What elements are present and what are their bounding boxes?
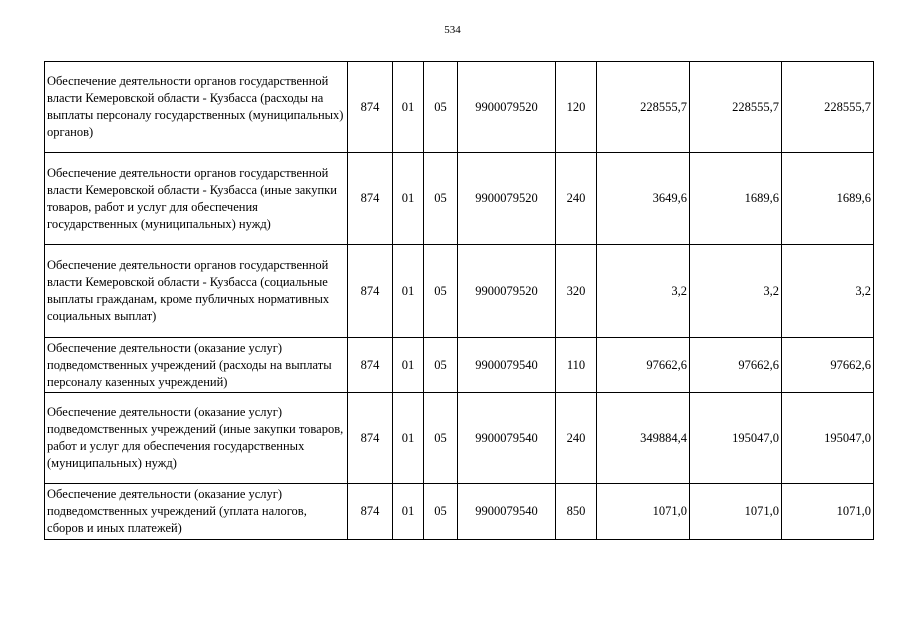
- table-row: [45, 484, 874, 540]
- expense-name-cell: Обеспечение деятельности (оказание услуг) подведомственных учреждений (иные закупки товаров, работ и услуг для обеспечения государственных (муниципальных) нужд): [45, 393, 348, 484]
- target-article-cell: 9900079520: [458, 153, 556, 245]
- section-code-cell: 01: [393, 338, 424, 393]
- page-number: 534: [444, 24, 461, 36]
- sum-3-cell: 195047,0: [782, 393, 874, 484]
- target-article-cell: 9900079520: [458, 62, 556, 153]
- ministry-code-cell: 874: [348, 62, 393, 153]
- ministry-code-cell: 874: [348, 153, 393, 245]
- target-article-cell: 9900079540: [458, 393, 556, 484]
- sum-1-cell: 97662,6: [597, 338, 690, 393]
- expense-name-cell: Обеспечение деятельности (оказание услуг) подведомственных учреждений (расходы на выплаты персоналу казенных учреждений): [45, 338, 348, 393]
- subsection-code-cell: 05: [424, 153, 458, 245]
- sum-2-cell: 1071,0: [690, 484, 782, 540]
- sum-2-cell: 228555,7: [690, 62, 782, 153]
- section-code-cell: 01: [393, 245, 424, 338]
- target-article-cell: 9900079520: [458, 245, 556, 338]
- section-code-cell: 01: [393, 153, 424, 245]
- sum-1-cell: 3,2: [597, 245, 690, 338]
- sum-1-cell: 3649,6: [597, 153, 690, 245]
- sum-1-cell: 349884,4: [597, 393, 690, 484]
- table-row: [45, 245, 874, 338]
- table-row: [45, 393, 874, 484]
- expense-name-cell: Обеспечение деятельности (оказание услуг) подведомственных учреждений (уплата налогов, сборов и иных платежей): [45, 484, 348, 540]
- ministry-code-cell: 874: [348, 338, 393, 393]
- budget-table: [44, 61, 874, 540]
- sum-3-cell: 228555,7: [782, 62, 874, 153]
- table-row: [45, 338, 874, 393]
- subsection-code-cell: 05: [424, 62, 458, 153]
- expense-type-cell: 240: [556, 153, 597, 245]
- sum-1-cell: 228555,7: [597, 62, 690, 153]
- expense-type-cell: 110: [556, 338, 597, 393]
- sum-3-cell: 97662,6: [782, 338, 874, 393]
- table-row: [45, 153, 874, 245]
- section-code-cell: 01: [393, 484, 424, 540]
- subsection-code-cell: 05: [424, 393, 458, 484]
- subsection-code-cell: 05: [424, 484, 458, 540]
- sum-2-cell: 195047,0: [690, 393, 782, 484]
- sum-1-cell: 1071,0: [597, 484, 690, 540]
- section-code-cell: 01: [393, 393, 424, 484]
- target-article-cell: 9900079540: [458, 484, 556, 540]
- expense-name-cell: Обеспечение деятельности органов государственной власти Кемеровской области - Кузбасса (расходы на выплаты персоналу государственных (муниципальных) органов): [45, 62, 348, 153]
- ministry-code-cell: 874: [348, 245, 393, 338]
- sum-3-cell: 3,2: [782, 245, 874, 338]
- subsection-code-cell: 05: [424, 245, 458, 338]
- expense-type-cell: 240: [556, 393, 597, 484]
- expense-name-cell: Обеспечение деятельности органов государственной власти Кемеровской области - Кузбасса (социальные выплаты гражданам, кроме публичных нормативных социальных выплат): [45, 245, 348, 338]
- sum-2-cell: 97662,6: [690, 338, 782, 393]
- sum-2-cell: 1689,6: [690, 153, 782, 245]
- expense-type-cell: 320: [556, 245, 597, 338]
- sum-3-cell: 1689,6: [782, 153, 874, 245]
- sum-2-cell: 3,2: [690, 245, 782, 338]
- subsection-code-cell: 05: [424, 338, 458, 393]
- section-code-cell: 01: [393, 62, 424, 153]
- expense-type-cell: 850: [556, 484, 597, 540]
- ministry-code-cell: 874: [348, 484, 393, 540]
- table-row: [45, 62, 874, 153]
- expense-name-cell: Обеспечение деятельности органов государственной власти Кемеровской области - Кузбасса (иные закупки товаров, работ и услуг для обеспечения государственных (муниципальных) нужд): [45, 153, 348, 245]
- ministry-code-cell: 874: [348, 393, 393, 484]
- sum-3-cell: 1071,0: [782, 484, 874, 540]
- target-article-cell: 9900079540: [458, 338, 556, 393]
- expense-type-cell: 120: [556, 62, 597, 153]
